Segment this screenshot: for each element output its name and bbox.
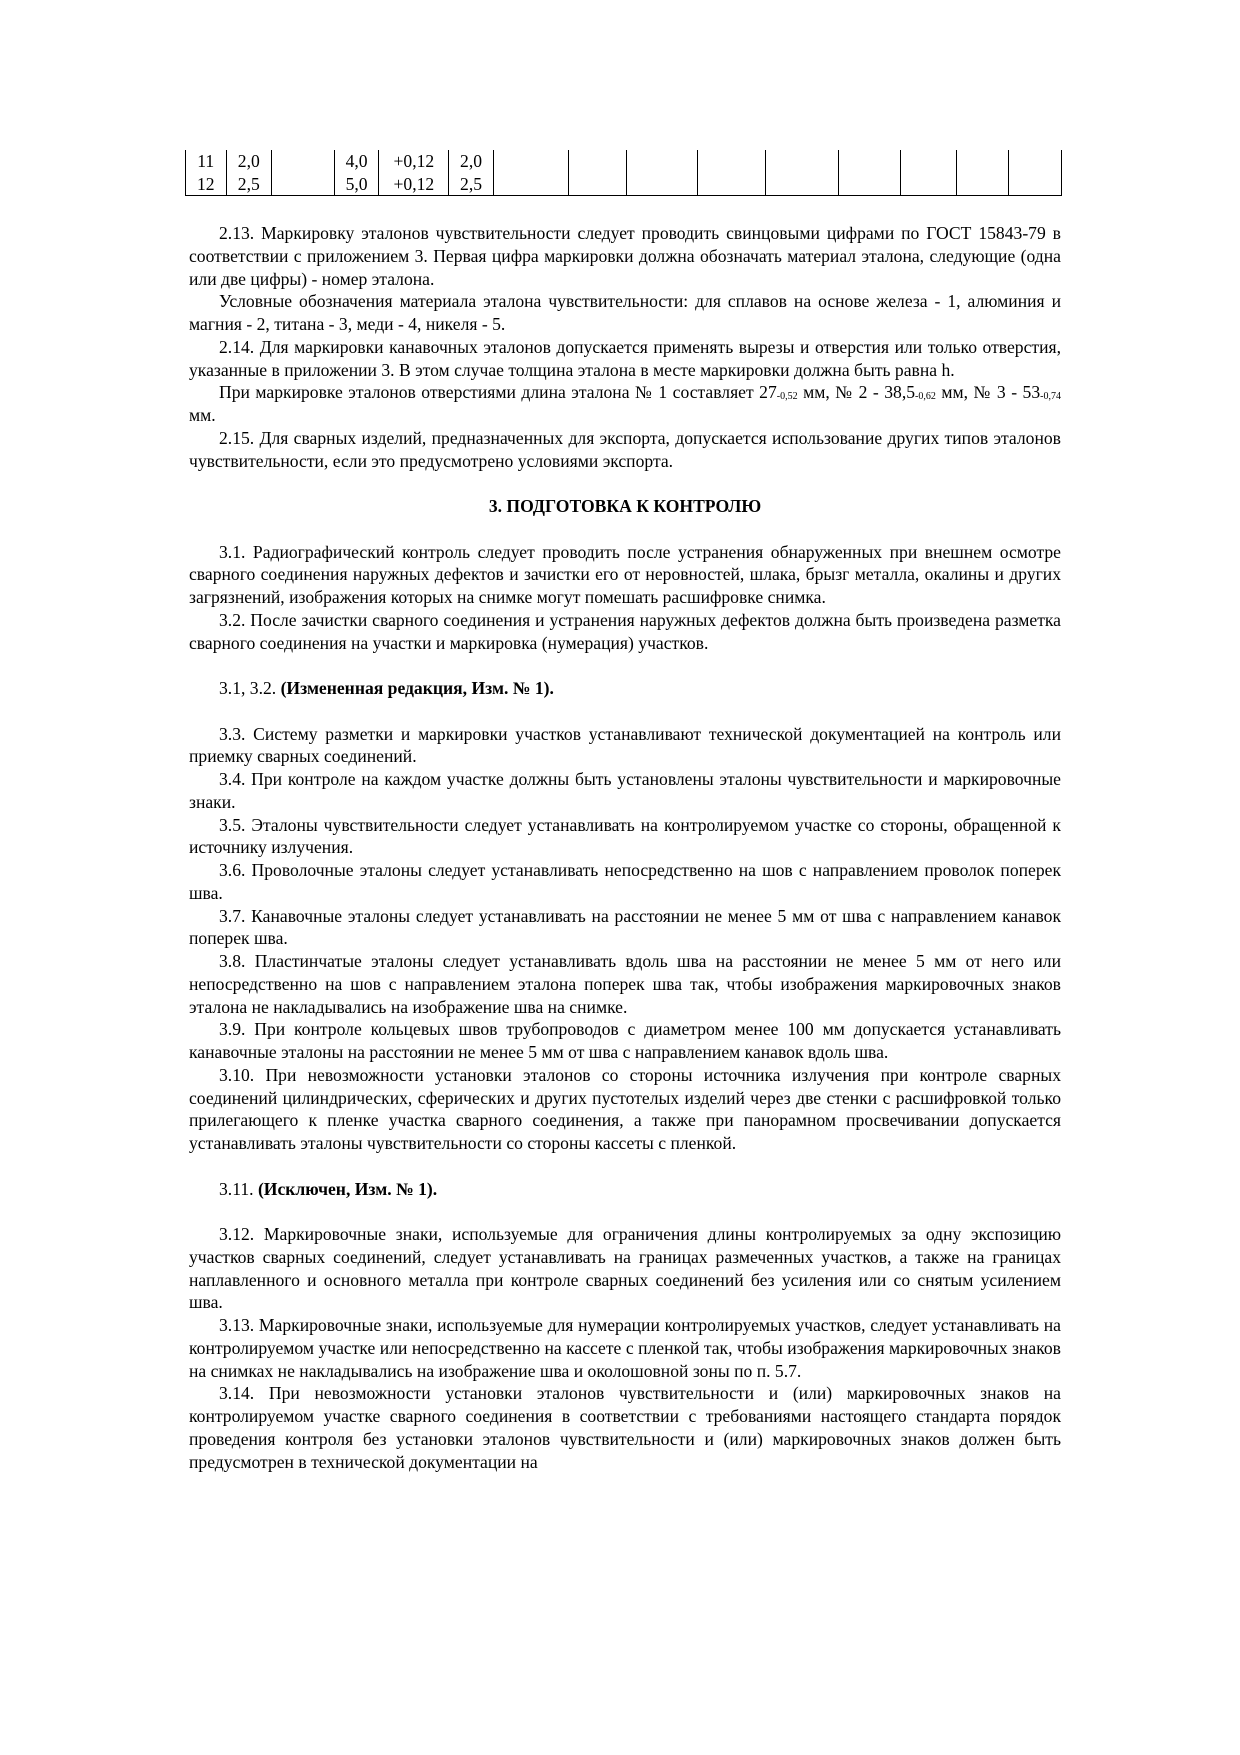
paragraph-3-13: 3.13. Маркировочные знаки, используемые для нумерации контролируемых участков, следует устанавливать на контролируемом участке или непосредственно на кассете с пленкой так, чтобы изображения маркировочных знаков на снимках не накладывались на изображение шва и околошовной зоны по п. 5.7. [189, 1315, 1061, 1381]
table-cell [493, 150, 568, 173]
text-run: 3.1, 3.2. [219, 678, 281, 698]
paragraph-2-13: 2.13. Маркировку эталонов чувствительности следует проводить свинцовыми цифрами по ГОСТ 15843-79 в соответствии с приложением 3. Первая цифра маркировки должна обозначать материал эталона, следующие (одна или две цифры) - номер эталона. [189, 223, 1061, 289]
amendment-note-3-11 [189, 1178, 1061, 1201]
table-cell [698, 150, 766, 173]
table-cell: +0,12 [379, 173, 449, 196]
amendment-note-3-1-3-2 [189, 677, 1061, 700]
table-cell [766, 150, 839, 173]
paragraph-2-14-lengths [189, 381, 1061, 427]
table-cell: 2,0 [226, 150, 272, 173]
paragraph-2-13-material-codes: Условные обозначения материала эталона чувствительности: для сплавов на основе железа - 1, алюминия и магния - 2, титана - 3, меди - 4, никеля - 5. [189, 291, 1061, 334]
document-body [189, 222, 1061, 1473]
table-cell [627, 150, 698, 173]
table-cell [1009, 173, 1062, 196]
table-cell [900, 150, 956, 173]
text-run: мм. [189, 405, 216, 425]
amendment-label: (Исключен, Изм. № 1). [257, 1178, 438, 1199]
amendment-label: (Измененная редакция, Изм. № 1). [280, 678, 554, 698]
table-cell [956, 173, 1009, 196]
paragraph-3-8: 3.8. Пластинчатые эталоны следует устанавливать вдоль шва на расстоянии не менее 5 мм от него или непосредственно на шов с направлением эталона поперек шва так, чтобы изображения маркировочных знаков эталона не накладывались на изображение шва на снимке. [189, 951, 1061, 1017]
table-cell [493, 173, 568, 196]
table-cell [568, 173, 627, 196]
paragraph-3-5: 3.5. Эталоны чувствительности следует устанавливать на контролируемом участке со стороны, обращенной к источнику излучения. [189, 814, 1061, 858]
section-3-heading: 3. ПОДГОТОВКА К КОНТРОЛЮ [488, 496, 762, 516]
table-cell: 11 [186, 150, 227, 173]
tolerance-subscript: -0,62 [915, 391, 936, 403]
paragraph-3-9: 3.9. При контроле кольцевых швов трубопроводов с диаметром менее 100 мм допускается устанавливать канавочные эталоны на расстоянии не менее 5 мм от шва с направлением канавок вдоль шва. [189, 1019, 1061, 1062]
paragraph-3-4: 3.4. При контроле на каждом участке должны быть установлены эталоны чувствительности и маркировочные знаки. [189, 769, 1061, 812]
table-cell: 12 [186, 173, 227, 196]
paragraph-3-7: 3.7. Канавочные эталоны следует устанавливать на расстоянии не менее 5 мм от шва с направлением канавок поперек шва. [189, 905, 1061, 949]
paragraph-3-14: 3.14. При невозможности установки эталонов чувствительности и (или) маркировочных знаков на контролируемом участке сварного соединения в соответствии с требованиями настоящего стандарта порядок проведения контроля без установки эталонов чувствительности и (или) маркировочных знаков должен быть предусмотрен в технической документации на [189, 1383, 1061, 1472]
text-run: 3.11. [219, 1178, 258, 1199]
table-cell: 2,5 [449, 173, 494, 196]
text-run: мм, № 2 - 38,5 [797, 382, 916, 403]
table-cell: +0,12 [379, 150, 449, 173]
paragraph-2-14: 2.14. Для маркировки канавочных эталонов допускается применять вырезы и отверстия или только отверстия, указанные в приложении 3. В этом случае толщина эталона в месте маркировки должна быть равна h. [189, 336, 1061, 380]
table-cell: 5,0 [334, 173, 379, 196]
table-cell [839, 150, 901, 173]
paragraph-2-15: 2.15. Для сварных изделий, предназначенных для экспорта, допускается использование других типов эталонов чувствительности, если это предусмотрено условиями экспорта. [189, 427, 1061, 471]
table-row [186, 150, 1062, 173]
table-cell [698, 173, 766, 196]
paragraph-3-2: 3.2. После зачистки сварного соединения и устранения наружных дефектов должна быть произведена разметка сварного соединения на участки и маркировка (нумерация) участков. [189, 609, 1061, 653]
paragraph-3-3: 3.3. Систему разметки и маркировки участков устанавливают технической документацией на контроль или приемку сварных соединений. [189, 723, 1061, 767]
table-cell [272, 173, 335, 196]
table-cell [568, 150, 627, 173]
table-cell [272, 150, 335, 173]
table-cell [627, 173, 698, 196]
table-cell [1009, 150, 1062, 173]
text-run: При маркировке эталонов отверстиями длина эталона № 1 составляет 27 [219, 382, 777, 403]
tolerance-subscript: -0,74 [1040, 391, 1061, 403]
paragraph-3-1: 3.1. Радиографический контроль следует проводить после устранения обнаруженных при внешнем осмотре сварного соединения наружных дефектов и зачистки его от неровностей, шлака, брызг металла, окалины и других загрязнений, изображения которых на снимке могут помешать расшифровке снимка. [189, 541, 1061, 607]
table-cell [900, 173, 956, 196]
table-cell: 4,0 [334, 150, 379, 173]
paragraph-3-6: 3.6. Проволочные эталоны следует устанавливать непосредственно на шов с направлением проволок поперек шва. [189, 860, 1061, 903]
table-cell: 2,0 [449, 150, 494, 173]
table-row [186, 173, 1062, 196]
table-cell [956, 150, 1009, 173]
continued-table [185, 150, 1062, 196]
tolerance-subscript: -0,52 [776, 391, 798, 403]
paragraph-3-12: 3.12. Маркировочные знаки, используемые для ограничения длины контролируемых за одну экспозицию участков сварных соединений, следует устанавливать на границах размеченных участков, а также на границах наплавленного и основного металла при контроле сварных соединений без усиления или со снятым усилением шва. [189, 1224, 1061, 1313]
text-run: мм, № 3 - 53 [935, 382, 1041, 403]
paragraph-3-10: 3.10. При невозможности установки эталонов со стороны источника излучения при контроле сварных соединений цилиндрических, сферических и других пустотелых изделий через две стенки с расшифровкой только прилегающего к пленке участка сварного соединения, а также при панорамном просвечивании допускается устанавливать эталоны чувствительности со стороны кассеты с пленкой. [189, 1064, 1061, 1153]
table-cell: 2,5 [226, 173, 272, 196]
table-cell [839, 173, 901, 196]
table-cell [766, 173, 839, 196]
